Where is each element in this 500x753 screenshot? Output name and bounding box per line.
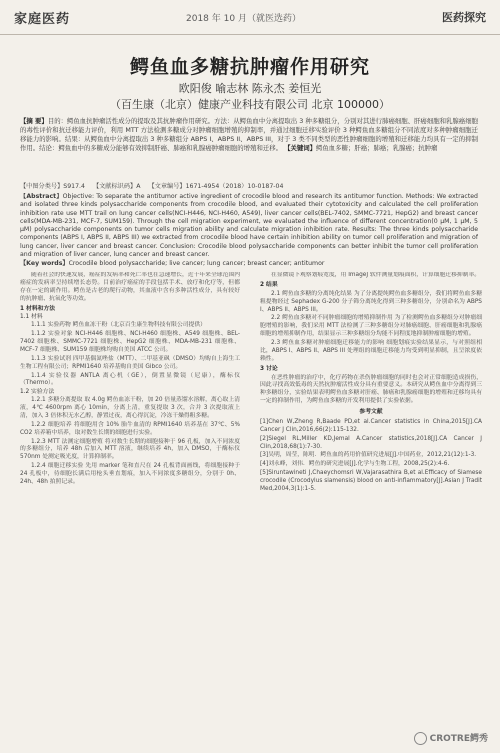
intro-paragraph: 随着社会的快速发展，癌症的发病率和死亡率也在急速增长，近十年来全球范围内癌症的发病率呈持续增长态势。目前治疗癌症的手段包括手术、放疗和化疗等，但都存在一定的副作用。鳄鱼是古老的爬行动物，其血液中含有多种活性成分，具有较好的抗肿瘤、抗氧化等功效。 bbox=[20, 272, 240, 302]
article-title: 鳄鱼血多糖抗肿瘤作用研究 bbox=[129, 56, 370, 78]
body-paragraph: 1.2.1 多糖分离提取 取 4.0g 鳄鱼血冻干粉，加 20 倍量蒸馏水溶解，离心取上清液，4℃ 4600rpm 离心 10min，分离上清，重复提取 3 次，合并 3 次提取液上清，加入 3 倍体积无水乙醇，静置过夜，离心得沉淀，冷冻干燥得粗多糖。 bbox=[20, 397, 240, 419]
watermark-logo-icon bbox=[414, 732, 427, 745]
body-paragraph: 2.2 鳄鱼血多糖对不同肿瘤细胞的增殖抑制作用 为了检测鳄鱼血多糖组分对肿瘤细胞增殖的影响，我们采用 MTT 法检测了三种多糖组分对肺癌细胞、肝癌细胞和乳腺癌细胞的增殖抑制作用，结果显示三种多糖组分均能不同程度地抑制肿瘤细胞的增殖。 bbox=[260, 315, 482, 338]
body-paragraph: 1.1.4 实验仪器 ANTLA 离心机（GE），倒置显微镜（尼康），酶标仪（Thermo）。 bbox=[20, 372, 240, 387]
keywords-cn: 鳄鱼血多糖；肝癌；肺癌；乳腺癌；抗肿瘤 bbox=[316, 144, 438, 153]
abstract-en-label: 【Abstract】 bbox=[20, 193, 63, 200]
body-left-column bbox=[20, 272, 240, 742]
body-paragraph: 1.2.3 MTT 法测定细胞增殖 将对数生长期的细胞接种于 96 孔板，加入不同浓度的多糖组分，培养 48h 后加入 MTT 溶液，继续培养 4h，加入 DMSO，于酶标仪 570nm 处测定吸光度，计算抑制率。 bbox=[20, 438, 240, 461]
body-paragraph: 1.1.2 实验对象 NCI-H446 细胞株、NCI-H460 细胞株、A549 细胞株、BEL-7402 细胞株、SMMC-7721 细胞株、HepG2 细胞株、MDA-MB-231 细胞株、MCF-7 细胞株、SUM159 细胞株均购自美国 ATCC 公司。 bbox=[20, 331, 240, 353]
keywords-cn-label: 【关键词】 bbox=[284, 144, 317, 153]
reference-item: [2]Siegel RL,Miller KD,Jemal A.Cancer statistics,2018[J].CA Cancer J Clin,2018,68(1):7-30. bbox=[260, 435, 482, 450]
keywords-en-label: 【Key words】 bbox=[20, 260, 69, 267]
clc-number: 【中图分类号】S917.4 bbox=[20, 183, 85, 190]
abstract-cn-label: 【摘 要】 bbox=[20, 117, 48, 125]
section-heading: 2 结果 bbox=[260, 281, 278, 288]
section-heading: 1 材料和方法 bbox=[20, 305, 56, 312]
reference-item: [5]Siruntawineti J,Chaeychomsri W,Vajarasathira B,et al.Efficacy of Siamese crocodile (Crocodylus siamensis) blood on anti-inflammatory[J].Asian J Tradit Med,2004,3(1):1-5. bbox=[260, 470, 482, 492]
body-paragraph: 在显微镜下观察划痕宽度，用 ImageJ 软件测量划痕面积，计算细胞迁移抑制率。 bbox=[271, 272, 481, 278]
body-paragraph: 2.3 鳄鱼血多糖对肿瘤细胞迁移能力的影响 细胞划痕实验结果显示，与对照组相比，ABPS I、ABPS II、ABPS III 处理组的细胞迁移能力均受到明显抑制，且呈浓度依赖性。 bbox=[260, 340, 482, 362]
references-heading: 参考文献 bbox=[359, 409, 383, 415]
reference-item: [1]Chen W,Zheng R,Baade PD,et al.Cancer statistics in China,2015[J].CA Cancer J Clin,2016,66(2):115-132. bbox=[260, 418, 482, 433]
abstract-en bbox=[20, 193, 478, 257]
reference-item: [3]吴明，周莹，陈明．鳄鱼血的药用价值研究进展[J].中国药业，2012,21(12):1-3. bbox=[260, 452, 477, 459]
abstract-en-text: Objective: To separate the antitumor active ingredient of crocodile blood and research its antitumor function. Methods: We extracted and isolated three kinds polysaccharide components from crocodile blood, and evaluated their cytotoxicity and calculated the cell proliferation inhibition rate use MTT trail on lung cancer cells(NCI-H446, NCI-H460, A549), liver cancer cells(BEL-7402, SMMC-7721, HepG2) and breast cancer cells(MDA-MB-231, MCF-7, SUM159). Through the cell migration experiment, we evaluated the influence of different concentration(0 μM, 1 μM, 5 μM) polysaccharide components on tumor cells migration ability and calculate migration inhibition rate. Results: The three kinds polysaccharide components (ABPS I, ABPS II, ABPS III) we extracted from crocodile blood have certain inhibition ability on tumor cell proliferation and migration of lung cancer, liver cancer and breast cancer. Conclusion: Crocodile blood polysaccharide components can better inhibit the tumor cell proliferation and migration of liver cancer, lung cancer and breast cancer. bbox=[20, 193, 478, 257]
body-paragraph: 1.1.1 实验药物 鳄鱼血冻干粉（北京百生康生物科技有限公司提供） bbox=[31, 322, 206, 329]
subsection-heading: 1.1 材料 bbox=[20, 314, 43, 321]
issue-date: 2018 年 10 月（就医选药） bbox=[186, 14, 301, 24]
reference-item: [4]刘永峰，刘伟．鳄鱼的研究进展[J].化学与生物工程，2008,25(2):4-6. bbox=[260, 461, 450, 468]
body-paragraph: 1.1.3 实验试剂 四甲基偶氮唑盐（MTT）、二甲基亚砜（DMSO）均购自上海生工生物工程有限公司；RPMI1640 培养基购自美国 Gibco 公司。 bbox=[20, 355, 240, 370]
abstract-cn bbox=[20, 117, 478, 178]
page-header bbox=[0, 0, 500, 35]
body-right-column bbox=[260, 272, 482, 742]
article-number: 【文章编号】1671-4954（2018）10-0187-04 bbox=[148, 183, 284, 190]
section-name: 医药探究 bbox=[442, 11, 486, 24]
affiliation: （百生康（北京）健康产业科技有限公司 北京 100000） bbox=[110, 98, 390, 111]
body-paragraph: 1.2.4 细胞迁移实验 先用 marker 笔和直尺在 24 孔板背面画线，将细胞接种于 24 孔板中，待细胞长满后用枪头垂直划痕，加入不同浓度多糖组分，分别于 0h、24h、48h 拍照记录。 bbox=[20, 463, 240, 485]
journal-name: 家庭医药 bbox=[14, 12, 71, 27]
body-paragraph: 1.2.2 细胞培养 将细胞用含 10% 胎牛血清的 RPMI1640 培养基在 37℃、5% CO2 培养箱中培养，取对数生长期的细胞进行实验。 bbox=[20, 421, 240, 436]
subsection-heading: 1.2 实验方法 bbox=[20, 389, 55, 396]
classification-line bbox=[20, 181, 478, 190]
keywords-en-line bbox=[20, 258, 478, 267]
authors: 欧阳俊 喻志林 陈永杰 姜恒光 bbox=[178, 82, 322, 95]
watermark-text: CROTRE鳄秀 bbox=[429, 734, 488, 744]
abstract-cn-text: 目的：鳄鱼血抗肿瘤活性成分的提取及其抗肿瘤作用研究。方法：从鳄鱼血中分离提取出 3 种多糖组分，分别对其进行肺癌细胞、肝癌细胞和乳腺癌细胞的毒性评价和抗迁移能力评价，利用 MTT 方法检测多糖成分对肿瘤细胞增殖的抑制率，并通过细胞迁移实验评价 3 种鳄鱼血多糖组分不同浓度对多种肿瘤细胞迁移能力的影响。结果：从鳄鱼血中分离提取出 3 种多糖组分 ABPS I、ABPS II、ABPS III，对于 3 类不同类型的恶性肿瘤细胞的增殖和迁移能力均具有一定的抑制作用。结论：鳄鱼血中的多糖成分能够有效抑制肝癌、肺癌和乳腺癌肿瘤细胞的增殖和迁移。 bbox=[20, 117, 478, 153]
body-paragraph: 2.1 鳄鱼血多糖的分离纯化结果 为了分离提纯鳄鱼血多糖组分，我们将鳄鱼血多糖粗提物经过 Sephadex G-200 分子筛分离纯化得到三种多糖组分，分别命名为 ABPS I、ABPS II、ABPS III。 bbox=[260, 290, 482, 313]
watermark bbox=[414, 731, 488, 745]
body-paragraph: 在恶性肿瘤的治疗中，化疗药物在杀伤肿瘤细胞的同时也会对正常细胞造成损伤，因此寻找高效低毒的天然抗肿瘤活性成分具有重要意义。本研究从鳄鱼血中分离得到三种多糖组分，实验结果表明鳄鱼血多糖对肝癌、肺癌和乳腺癌细胞的增殖和迁移均具有一定的抑制作用，为鳄鱼血多糖的开发利用提供了实验依据。 bbox=[260, 374, 482, 405]
doc-code: 【文献标识码】A bbox=[92, 183, 141, 190]
keywords-en: Crocodile blood polysaccharide; live cancer; lung cancer; breast cancer; antitumor bbox=[68, 260, 325, 267]
section-heading: 3 讨论 bbox=[260, 365, 278, 372]
